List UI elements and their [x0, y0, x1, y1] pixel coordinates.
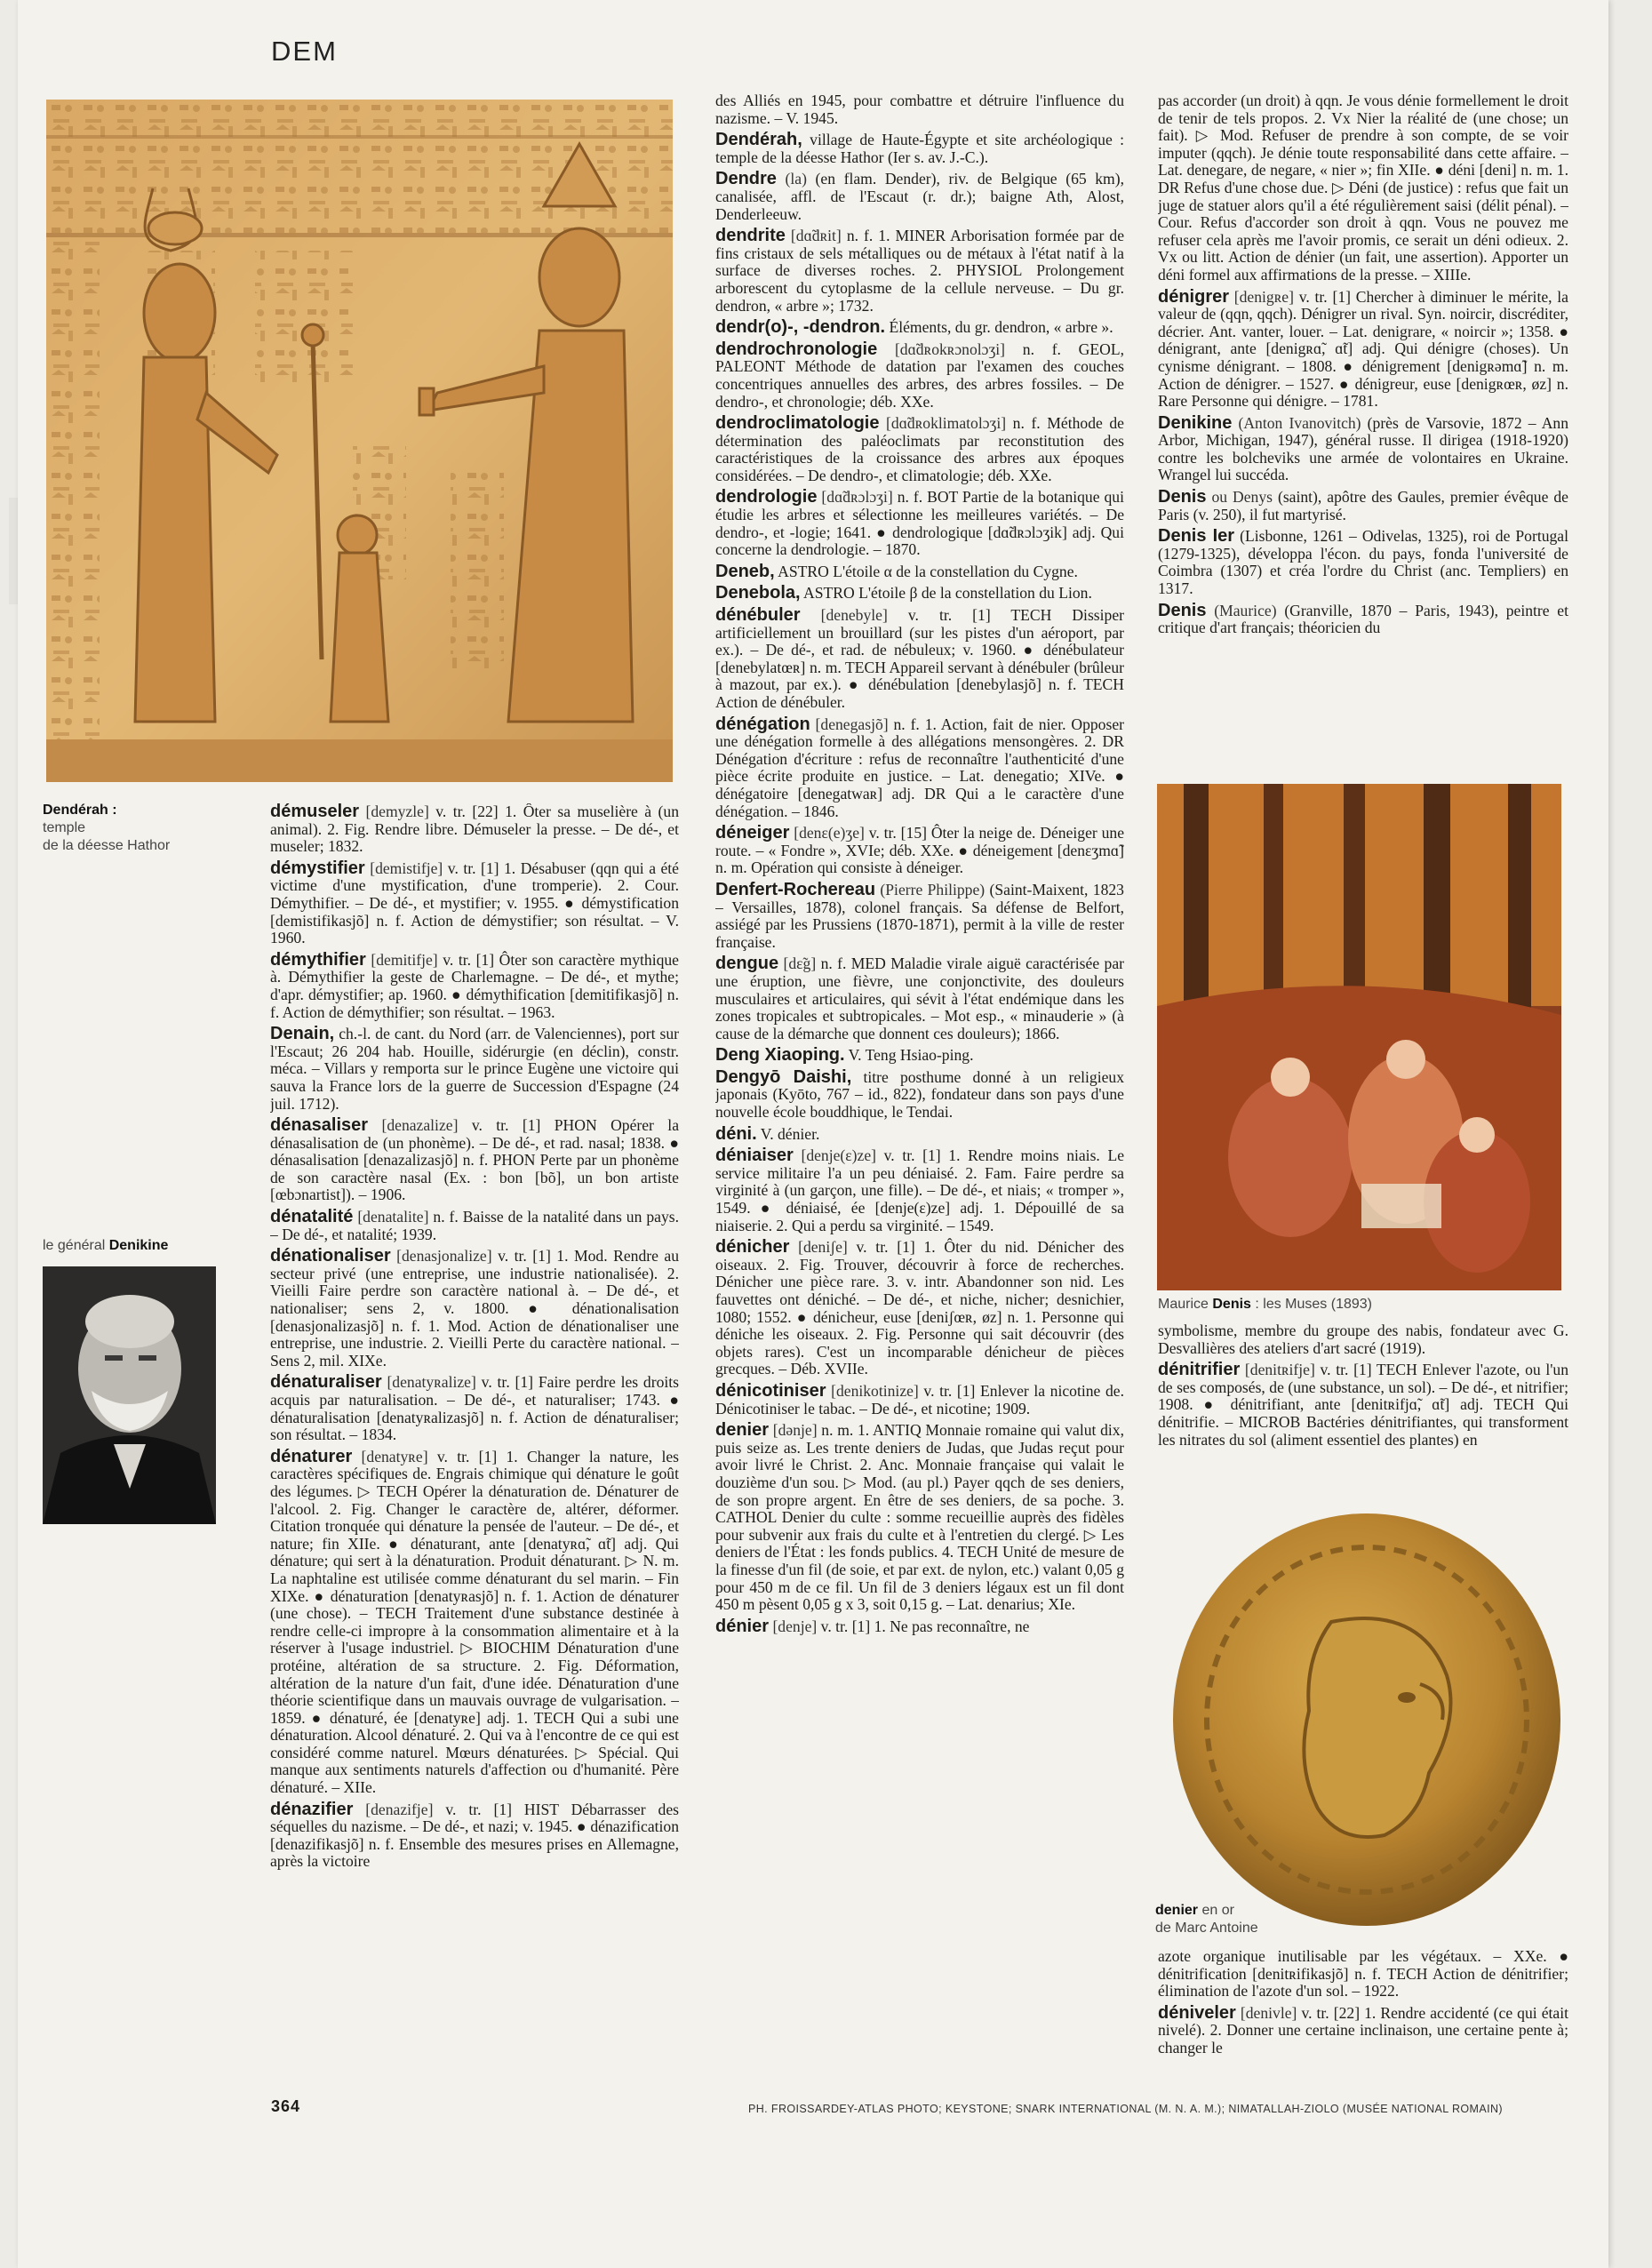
dictionary-entry	[1158, 489, 1568, 523]
dictionary-entry	[270, 1209, 679, 1243]
denikine-portrait-image	[43, 1266, 216, 1524]
entry-definition: (Saint-Maixent, 1823 – Versailles, 1878), colonel français. Sa défense de Belfort, assiégé par les Prussiens (1870-1871), permit à la ville de rester française.	[715, 880, 1124, 951]
entry-definition: ASTRO L'étoile β de la constellation du Lion.	[803, 584, 1092, 603]
dictionary-entry	[715, 1618, 1124, 1636]
entry-pronunciation: (Pierre Philippe)	[880, 880, 986, 898]
entry-definition: v. tr. [1] TECH Dissiper artificiellement un brouillard (sur les pistes d'un aéroport, par ex.). – De dé-, et rad. de nébuleux; v. 1960. ● dénébulateur [denebylatœʀ] n. m. TECH Appareil servant à dénébuler (brûleur à mazout, par ex.). ● dénébulation [denebylasjõ] n. f. TECH Action de dénébuler.	[715, 606, 1124, 711]
entry-headword: dendroclimatologie	[715, 413, 880, 434]
entry-headword: Denikine	[1158, 412, 1233, 433]
denis-caption	[1158, 1296, 1567, 1314]
entry-pronunciation: [denatyʀe]	[361, 1447, 428, 1465]
entry-headword: démythifier	[270, 949, 366, 970]
entry-pronunciation: [dɑ̃dʀɔlɔʒi]	[821, 488, 893, 507]
entry-definition: V. Teng Hsiao-ping.	[848, 1046, 974, 1065]
column-3-top	[1158, 92, 1568, 768]
entry-headword: Denebola,	[715, 583, 801, 603]
entry-headword: déni.	[715, 1123, 757, 1144]
entry-pronunciation: [denazalize]	[381, 1116, 459, 1135]
dictionary-entry	[715, 171, 1124, 223]
column-3-bottom	[1158, 1948, 1568, 2081]
entry-pronunciation: [denazifje]	[365, 1800, 434, 1818]
dictionary-page	[18, 0, 1608, 2268]
denier-caption-line2: de Marc Antoine	[1155, 1921, 1258, 1936]
entry-definition: v. tr. [22] 1. Rendre accidenté (ce qui était nivelé). 2. Donner une certaine inclinaison, une certaine pente à; changer le	[1158, 2003, 1568, 2056]
entry-headword: Dengyō Daishi,	[715, 1066, 852, 1087]
entry-definition: v. tr. [1] 1. Ôter du nid. Dénicher des oiseaux. 2. Fig. Trouver, découvrir à force de recherches. Dénicher une pièce rare. 3. v. intr. Abandonner son nid. Les fauvettes ont déniché. – De dé-, et niche, nicher; desnichier, 1080; 1552. ● dénicheur, euse [deniʃœʀ, øz] n. 1. Personne qui déniche les oiseaux. 2. Fig. Personne qui sait découvrir (des objets rares). C'est un incomparable dénicheur de pièces grecques. – Déb. XVIIe.	[715, 1238, 1124, 1378]
entry-headword: déneiger	[715, 823, 790, 843]
denis-caption-name: Denis	[1212, 1297, 1251, 1312]
entry-definition: v. tr. [1] 1. Ne pas reconnaître, ne	[820, 1617, 1030, 1635]
entry-definition: v. tr. [1] 1. Mod. Rendre au secteur privé (une entreprise, une industrie nationalisée). 2. Vieilli Faire perdre son caractère national à. – De dé-, et nationaliser; sens 2, v. 1800. ● dénationalisation [denasjonalizasjõ] n. f. 1. Mod. Action de dénationaliser une entreprise, une industrie. 2. Vieilli Perte du caractère national. – Sens 2, mil. XIXe.	[270, 1247, 679, 1370]
dictionary-entry	[1158, 2002, 1568, 2057]
entry-definition: n. f. Baisse de la natalité dans un pays. – De dé-, et natalité; 1939.	[270, 1208, 679, 1243]
dictionary-entry	[715, 1380, 1124, 1418]
entry-definition: village de Haute-Égypte et site archéologique : temple de la déesse Hathor (Ier s. av. J.-C.).	[715, 131, 1124, 166]
entry-pronunciation: [denatalite]	[357, 1208, 429, 1226]
entry-definition: v. tr. [1] 1. Rendre moins niais. Le service militaire l'a un peu déniaisé. 2. Fam. Faire perdre sa virginité à (un garçon, une fille). – De dé-, et niais; « tromper », 1549. ● déniaisé, ée [denje(ɛ)ze] adj. 1. Dépouillé de sa niaiserie. 2. Qui a perdu sa virginité. – 1549.	[715, 1146, 1124, 1234]
entry-headword: dendr(o)-, -dendron.	[715, 317, 886, 338]
entry-headword: démystifier	[270, 858, 365, 878]
entry-headword: dénier	[715, 1616, 770, 1636]
entry-headword: Deneb,	[715, 561, 775, 581]
entry-definition: v. tr. [22] 1. Ôter sa muselière à (un animal). 2. Fig. Rendre libre. Démuseler la presse. – De dé-, et museler; 1832.	[270, 803, 679, 856]
dictionary-entry	[715, 132, 1124, 166]
entry-headword: dénationaliser	[270, 1246, 391, 1266]
entry-headword: denier	[715, 1420, 770, 1441]
denis-caption-prefix: Maurice	[1158, 1297, 1213, 1312]
entry-pronunciation: [denje(ɛ)ze]	[801, 1146, 877, 1165]
entry-pronunciation: (Maurice)	[1214, 601, 1277, 619]
entry-definition: titre posthume donné à un religieux japonais (Kyōto, 767 – id., 822), fondateur dans son pays d'une nouvelle école bouddhique, le Tendai.	[715, 1067, 1124, 1122]
entry-pronunciation: [deniʃe]	[798, 1238, 848, 1257]
denikine-caption	[43, 1237, 247, 1255]
entry-pronunciation: [dɑ̃dʀit]	[790, 227, 842, 245]
entry-definition: v. tr. [1] HIST Débarrasser des séquelles du nazisme. – De dé-, et nazi; v. 1945. ● dénazification [denazifikasjõ] n. f. Ensemble des mesures prises en Allemagne, après la victoire	[270, 1800, 679, 1871]
dictionary-entry	[715, 489, 1124, 558]
entry-pronunciation: (Anton Ivanovitch)	[1238, 413, 1361, 432]
entry-pronunciation: [denivle]	[1240, 2003, 1297, 2022]
denier-coin-image	[1153, 1506, 1567, 1942]
dictionary-entry	[1158, 412, 1568, 484]
entry-pronunciation: [dɑ̃dʀokʀɔnolɔʒi]	[894, 339, 1006, 358]
dictionary-entry	[1158, 92, 1568, 284]
entry-definition: pas accorder (un droit) à qqn. Je vous dénie formellement le droit de tenir de tels propos. 2. Vx Nier la réalité de (une chose; un fait). ▷ Mod. Refuser de prendre à son compte, de se voir imputer (qqch). Je dénie toute responsabilité dans cette affaire. – Lat. denegare, de negare, « nier »; fin XIIe. ● déni [deni] n. m. 1. DR Refus d'une chose due. ▷ Déni (de justice) : refus que fait un juge de statuer alors qu'il a été régulièrement saisi (délit pénal). – Cour. Refus d'accorder son droit à qqn. Vous ne pouvez me refuser cela après me l'avoir promis, ce serait un déni odieux. 2. Vx ou litt. Action de dénier (un fait, une assertion). Apporter un déni formel aux affirmations de la presse. – XIIIe.	[1158, 92, 1568, 284]
denikine-caption-prefix: le général	[43, 1238, 109, 1253]
dictionary-entry	[270, 1026, 679, 1113]
entry-headword: Denis	[1158, 600, 1207, 620]
entry-definition: (près de Varsovie, 1872 – Ann Arbor, Michigan, 1947), général russe. Il dirigea (1918-1920) contre les bolcheviks une armée de volontaires en Ukraine. Wrangel lui succéda.	[1158, 413, 1568, 484]
dictionary-entry	[715, 563, 1124, 581]
entry-headword: dénasaliser	[270, 1115, 369, 1136]
dictionary-entry	[715, 607, 1124, 712]
entry-pronunciation: [demistifje]	[370, 858, 443, 877]
entry-pronunciation: [denje]	[772, 1617, 818, 1635]
entry-pronunciation: ou Denys	[1211, 488, 1273, 507]
entry-headword: Denis Ier	[1158, 526, 1235, 547]
dendera-caption-line2: de la déesse Hathor	[43, 838, 171, 853]
entry-pronunciation: [dɑ̃dʀoklimatolɔʒi]	[886, 414, 1007, 433]
dictionary-entry	[715, 585, 1124, 603]
dictionary-entry	[715, 1239, 1124, 1378]
dictionary-entry	[270, 1117, 679, 1204]
entry-headword: Denain,	[270, 1024, 335, 1044]
dictionary-entry	[715, 955, 1124, 1042]
entry-headword: Denis	[1158, 487, 1207, 507]
denikine-portrait-drawing	[43, 1266, 216, 1524]
dictionary-entry	[715, 1066, 1124, 1122]
dictionary-entry	[715, 341, 1124, 411]
entry-headword: dendrochronologie	[715, 339, 878, 359]
entry-definition: v. tr. [1] Ôter son caractère mythique à. Démythifier la geste de Charlemagne. – De dé-, et mythe; d'apr. démystifier; ap. 1960. ● démythification [demitifikasjõ] n. f. Action de démythifier; son résultat. – 1963.	[270, 950, 679, 1021]
entry-definition: (Lisbonne, 1261 – Odivelas, 1325), roi de Portugal (1279-1325), développa l'écon. du pays, fonda l'université de Coimbra (1307) et créa l'ordre du Christ (anc. Templiers) en 1317.	[1158, 527, 1568, 598]
entry-headword: Dendre	[715, 169, 777, 189]
denis-muses-drawing	[1157, 784, 1561, 1290]
entry-definition: n. f. MED Maladie virale aiguë caractérisée par une éruption, une fièvre, une conjonctivite, des douleurs musculaires et articulaires, qui sévit à l'état endémique dans les zones tropicales et subtropicales. – Mot esp., « minauderie » (à cause de la démarche que donnent ces douleurs); 1866.	[715, 954, 1124, 1042]
dictionary-entry	[1158, 1322, 1568, 1357]
dendera-caption	[43, 802, 220, 855]
denier-caption	[1155, 1902, 1333, 1937]
denier-coin-drawing	[1153, 1506, 1567, 1942]
denikine-caption-name: Denikine	[108, 1238, 169, 1253]
entry-pronunciation: [denigʀe]	[1233, 287, 1294, 306]
entry-definition: n. f. Méthode de détermination des paléoclimats par reconstitution des caractéristiques de la croissance des arbres aux époques considérées. – De dendro-, et climatologie; déb. XXe.	[715, 414, 1124, 484]
entry-pronunciation: (la)	[785, 170, 807, 188]
entry-headword: dendrite	[715, 226, 786, 246]
dictionary-entry	[270, 1374, 679, 1443]
dictionary-entry	[270, 1801, 679, 1871]
dictionary-entry	[715, 1147, 1124, 1234]
column-2	[715, 92, 1124, 2083]
dictionary-entry	[715, 716, 1124, 821]
entry-pronunciation: [denitʀifje]	[1244, 1361, 1315, 1379]
dictionary-entry	[270, 1248, 679, 1370]
entry-definition: (Granville, 1870 – Paris, 1943), peintre et critique d'art français; théoricien du	[1158, 601, 1568, 637]
dictionary-entry	[715, 415, 1124, 484]
entry-headword: déniaiser	[715, 1146, 794, 1166]
entry-pronunciation: [denasjonalize]	[396, 1247, 492, 1266]
entry-definition: (en flam. Dender), riv. de Belgique (65 km), canalisée, affl. de l'Escaut (r. dr.); baigne Ath, Alost, Denderleeuw.	[715, 170, 1124, 223]
entry-headword: dénigrer	[1158, 286, 1230, 307]
entry-pronunciation: [denebyle]	[820, 606, 888, 625]
dictionary-entry	[1158, 1362, 1568, 1449]
entry-pronunciation: [dənje]	[772, 1421, 818, 1440]
entry-definition: n. m. 1. ANTIQ Monnaie romaine qui valut dix, puis seize as. Les trente deniers de Judas, que Judas reçut pour avoir livré le Christ. 2. Anc. Monnaie française qui valait le douzième d'un sou. ▷ Mod. (au pl.) Payer qqch de ses deniers, de son propre argent. En être de ses deniers, de sa poche. 3. CATHOL Denier du culte : somme recueillie auprès des fidèles pour subvenir aux frais du culte et à l'entretien du clergé. ▷ Les deniers de l'État : les fonds publics. 4. TECH Unité de mesure de la finesse d'un fil (de soie, et par ext. de nylon, etc.) valant 0,05 g pour 450 m de ce fil. Un fil de 3 deniers légaux est un fil dont 450 m pèsent 0,05 g x 3, soit 0,15 g. – Lat. denarius; XIe.	[715, 1421, 1124, 1614]
entry-definition: (saint), apôtre des Gaules, premier évêque de Paris (v. 250), il fut martyrisé.	[1158, 488, 1568, 523]
denier-caption-name: denier	[1155, 1903, 1199, 1918]
dictionary-entry	[270, 1446, 679, 1797]
dictionary-entry	[270, 949, 679, 1021]
entry-headword: dénicotiniser	[715, 1380, 826, 1401]
page-number: 364	[271, 2097, 301, 2115]
running-head: DEM	[271, 36, 338, 67]
column-3-middle	[1158, 1322, 1568, 1500]
dendera-caption-title: Dendérah :	[43, 803, 117, 818]
entry-pronunciation: [demyzle]	[365, 803, 429, 820]
entry-definition: v. tr. [1] TECH Enlever l'azote, ou l'un de ses composés, de (une substance, un sol). – De dé-, et nitrifier; 1908. ● dénitrifiant, ante [denitʀifjɑ̃, ɑ̃t] adj. TECH Qui dénitrifie. – MICROB Bactéries dénitrifiantes, qui transforment les nitrates du sol (aliment essentiel des plantes) en	[1158, 1361, 1568, 1449]
entry-pronunciation: [denatyʀalize]	[387, 1373, 476, 1392]
entry-definition: v. tr. [1] Faire perdre les droits acquis par naturalisation. – De dé-, et naturaliser; 1743. ● dénaturalisation [denatyʀalizasjõ] n. f. Action de dénaturaliser; son résultat. – 1834.	[270, 1373, 679, 1444]
entry-pronunciation: [demitifje]	[371, 950, 438, 969]
entry-definition: v. tr. [1] PHON Opérer la dénasalisation de (un phonème). – De dé-, et rad. nasal; 1838. ● dénasalisation [denazalizasjõ] n. f. PHON Perte par un phonème de son caractère nasal (Ex. : bon [bõ], un bon artiste [œbɔnartist]). – 1906.	[270, 1116, 679, 1204]
dendera-caption-line1: temple	[43, 820, 86, 835]
entry-definition: n. f. BOT Partie de la botanique qui étudie les arbres et sélectionne les meilleures variétés. – De dendro-, et -logie; 1641. ● dendrologique [dɑ̃dʀɔlɔʒik] adj. Qui concerne la dendrologie. – 1870.	[715, 488, 1124, 559]
entry-headword: déniveler	[1158, 2002, 1236, 2023]
entry-headword: dénicher	[715, 1237, 790, 1258]
dictionary-entry	[715, 319, 1124, 337]
dictionary-entry	[1158, 528, 1568, 597]
entry-definition: v. tr. [15] Ôter la neige de. Déneiger une route. – « Fondre », XVIe; déb. XXe. ● déneigement [denɛʒmɑ̃] n. m. Opération qui consiste à déneiger.	[715, 824, 1124, 877]
entry-pronunciation: [denɛ(e)ʒe]	[794, 824, 865, 843]
dictionary-entry	[715, 1123, 1124, 1144]
entry-definition: ch.-l. de cant. du Nord (arr. de Valenciennes), port sur l'Escaut; 26 204 hab. Houille, sidérurgie (en déclin), constr. méca. – Villars y remporta sur le prince Eugène une victoire qui sauva la France lors de la guerre de Succession d'Espagne (24 juil. 1712).	[270, 1025, 679, 1113]
entry-headword: dénazifier	[270, 1799, 354, 1819]
entry-pronunciation: [denikotinize]	[831, 1381, 919, 1400]
entry-headword: démuseler	[270, 803, 360, 821]
entry-definition: des Alliés en 1945, pour combattre et détruire l'influence du nazisme. – V. 1945.	[715, 92, 1124, 127]
entry-pronunciation: [denegasjõ]	[815, 715, 889, 733]
entry-headword: Deng Xiaoping.	[715, 1045, 845, 1066]
entry-headword: dénatalité	[270, 1207, 354, 1227]
photo-credits: PH. FROISSARDEY-ATLAS PHOTO; KEYSTONE; SNARK INTERNATIONAL (M. N. A. M.); NIMATALLAH-ZIOLO (MUSÉE NATIONAL ROMAIN)	[748, 2103, 1503, 2115]
entry-definition: n. f. 1. Action, fait de nier. Opposer une dénégation formelle à des allégations mensongères. 2. DR Dénégation d'écriture : refus de reconnaître l'authenticité d'une pièce écrite produite en justice. – Lat. denegatio; XIVe. ● dénégatoire [denegatwaʀ] adj. DR Qui a le caractère d'une dénégation. – 1846.	[715, 715, 1124, 820]
column-1	[270, 803, 679, 2083]
entry-headword: dénébuler	[715, 605, 801, 626]
dictionary-entry	[1158, 1948, 1568, 2000]
entry-definition: azote organique inutilisable par les végétaux. – XXe. ● dénitrification [denitʀifikasjõ] n. f. TECH Action de dénitrifier; élimination de l'azote d'un sol. – 1922.	[1158, 1948, 1568, 2000]
dendera-relief-image	[46, 100, 673, 782]
dictionary-entry	[1158, 286, 1568, 411]
dictionary-entry	[715, 1422, 1124, 1614]
dictionary-entry	[270, 860, 679, 947]
dictionary-entry	[1158, 600, 1568, 637]
entry-definition: n. f. GEOL, PALEONT Méthode de datation par l'examen des couches concentriques annuelles des arbres, des arbres fossiles. – De dendro-, et chronologie; déb. XXe.	[715, 339, 1124, 411]
entry-headword: dengue	[715, 954, 779, 974]
dictionary-entry	[715, 92, 1124, 127]
entry-definition: ASTRO L'étoile α de la constellation du Cygne.	[778, 562, 1078, 580]
dendera-relief-drawing	[46, 100, 673, 782]
entry-headword: dénégation	[715, 714, 810, 734]
dictionary-entry	[270, 803, 679, 856]
entry-headword: Denfert-Rochereau	[715, 879, 876, 899]
entry-definition: v. tr. [1] 1. Désabuser (qqn qui a été victime d'une mystification, d'une tromperie). 2. Cour. Démythifier. – De dé-, et mystifier; v. 1955. ● démystification [demistifikasjõ] n. f. Action de démystifier; son résultat. – V. 1960.	[270, 858, 679, 947]
entry-headword: Dendérah,	[715, 130, 802, 150]
dictionary-entry	[715, 825, 1124, 877]
entry-headword: dénitrifier	[1158, 1360, 1241, 1380]
entry-definition: v. tr. [1] Enlever la nicotine de. Dénicotiniser le tabac. – De dé-, et nicotine; 1909.	[715, 1381, 1124, 1418]
entry-headword: dendrologie	[715, 487, 818, 507]
denis-muses-painting	[1157, 784, 1561, 1290]
dictionary-entry	[715, 228, 1124, 315]
entry-definition: v. tr. [1] Chercher à diminuer le mérite, la valeur de (qqn, qqch). Dénigrer un rival. Syn. noircir, discréditer, décrier. Ant. vanter, louer. – Lat. denigrare, « noircir »; 1358. ● dénigrant, ante [denigʀɑ̃, ɑ̃t] adj. Qui dénigre (choses). Un cynisme dénigrant. – 1808. ● dénigrement [denigʀəmɑ̃] n. m. Action de dénigrer. – 1527. ● dénigreur, euse [denigʀœʀ, øz] n. Rare Personne qui dénigre. – 1781.	[1158, 287, 1568, 411]
denier-caption-line1: en or	[1198, 1903, 1234, 1918]
entry-headword: dénaturer	[270, 1446, 353, 1466]
entry-headword: dénaturaliser	[270, 1372, 382, 1393]
dictionary-entry	[715, 879, 1124, 951]
entry-definition: Éléments, du gr. dendron, « arbre ».	[889, 318, 1113, 337]
entry-definition: v. tr. [1] 1. Changer la nature, les caractères spécifiques de. Engrais chimique qui dénature le goût des légumes. ▷ TECH Opérer la dénaturation de. Dénaturer de l'alcool. 2. Fig. Changer le caractère de, altérer, déformer. Citation tronquée qui dénature la pensée de l'auteur. – De dé-, et nature; fin XIIe. ● dénaturant, ante [denatyʀɑ̃, ɑ̃t] adj. Qui dénature; qui sert à la dénaturation. Produit dénaturant. ▷ N. m. La naphtaline est utilisée comme dénaturant du sel marin. – Fin XIXe. ● dénaturation [denatyʀasjõ] n. f. 1. Action de dénaturer (une chose). – TECH Traitement d'une substance destinée à rendre celle-ci impropre à la consommation alimentaire et à la réserver à l'usage industriel. ▷ BIOCHIM Dénaturation d'une protéine, altération de sa structure. 2. Fig. Déformation, altération de la nature d'un fait, d'une idée. Dénaturation d'une théorie scientifique dans un mauvais ouvrage de vulgarisation. – 1859. ● dénaturé, ée [denatyʀe] adj. 1. TECH Qui a subi une dénaturation. Alcool dénaturé. 2. Qui va à l'encontre de ce qui est considéré comme naturel. Mœurs dénaturées. ▷ Spécial. Qui manque aux sentiments naturels d'affection ou d'humanité. Père dénaturé. – XIIe.	[270, 1447, 679, 1797]
entry-definition: symbolisme, membre du groupe des nabis, fondateur avec G. Desvallières des ateliers d'art sacré (1919).	[1158, 1322, 1568, 1357]
entry-definition: V. dénier.	[760, 1124, 820, 1143]
entry-definition: n. f. 1. MINER Arborisation formée par de fins cristaux de sels métalliques ou de métaux à l'état natif à la surface de diverses roches. 2. PHYSIOL Prolongement arborescent du cytoplasme de la cellule nerveuse. – Du gr. dendron, « arbre »; 1732.	[715, 227, 1124, 315]
dictionary-entry	[715, 1047, 1124, 1065]
entry-pronunciation: [dɛ̃g]	[783, 954, 817, 973]
denis-caption-suffix: : les Muses (1893)	[1250, 1297, 1372, 1312]
